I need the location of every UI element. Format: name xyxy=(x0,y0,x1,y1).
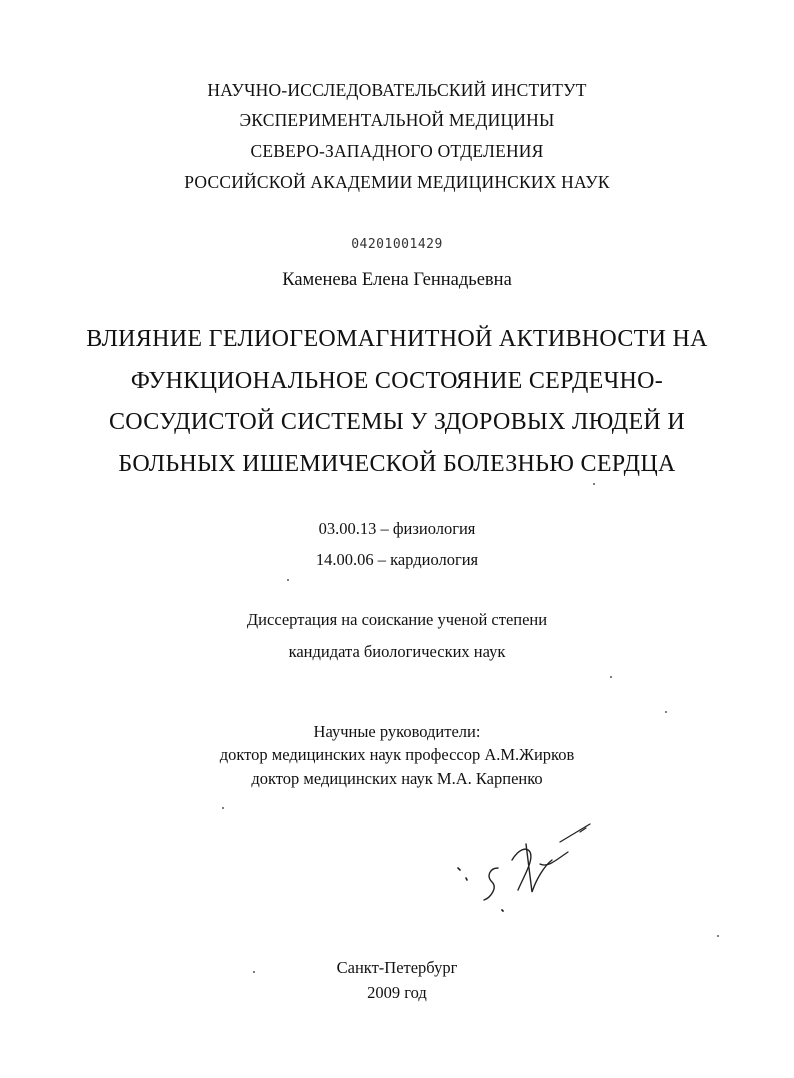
year: 2009 год xyxy=(367,983,427,1002)
degree-line-1: Диссертация на соискание ученой степени xyxy=(246,610,548,629)
scan-speck xyxy=(287,579,289,581)
title-line-2: ФУНКЦИОНАЛЬНОЕ СОСТОЯНИЕ СЕРДЕЧНО- xyxy=(130,368,664,394)
city: Санкт-Петербург xyxy=(336,958,458,977)
supervisor-2: доктор медицинских наук М.А. Карпенко xyxy=(251,769,543,788)
degree-line-2: кандидата биологических наук xyxy=(288,642,506,661)
author-name: Каменева Елена Геннадьевна xyxy=(282,270,512,290)
institution-line-3: СЕВЕРО-ЗАПАДНОГО ОТДЕЛЕНИЯ xyxy=(250,141,544,161)
title-line-3: СОСУДИСТОЙ СИСТЕМЫ У ЗДОРОВЫХ ЛЮДЕЙ И xyxy=(109,409,685,435)
title-line-1: ВЛИЯНИЕ ГЕЛИОГЕОМАГНИТНОЙ АКТИВНОСТИ НА xyxy=(86,326,708,352)
scan-speck xyxy=(593,483,595,485)
title-line-4: БОЛЬНЫХ ИШЕМИЧЕСКОЙ БОЛЕЗНЬЮ СЕРДЦА xyxy=(118,451,676,477)
catalog-code: 04201001429 xyxy=(351,237,443,252)
scan-speck xyxy=(665,711,667,713)
scan-speck xyxy=(222,807,224,809)
supervisor-1: доктор медицинских наук профессор А.М.Жирков xyxy=(219,745,575,764)
signature-mark xyxy=(440,820,610,930)
supervisors-heading: Научные руководители: xyxy=(313,722,481,741)
scan-speck xyxy=(610,676,612,678)
institution-line-2: ЭКСПЕРИМЕНТАЛЬНОЙ МЕДИЦИНЫ xyxy=(239,110,555,130)
specialty-cardiology: 14.00.06 – кардиология xyxy=(315,550,479,569)
specialty-physiology: 03.00.13 – физиология xyxy=(318,519,476,538)
institution-line-4: РОССИЙСКОЙ АКАДЕМИИ МЕДИЦИНСКИХ НАУК xyxy=(184,172,610,192)
institution-line-1: НАУЧНО-ИССЛЕДОВАТЕЛЬСКИЙ ИНСТИТУТ xyxy=(207,80,587,100)
scan-speck xyxy=(717,935,719,937)
